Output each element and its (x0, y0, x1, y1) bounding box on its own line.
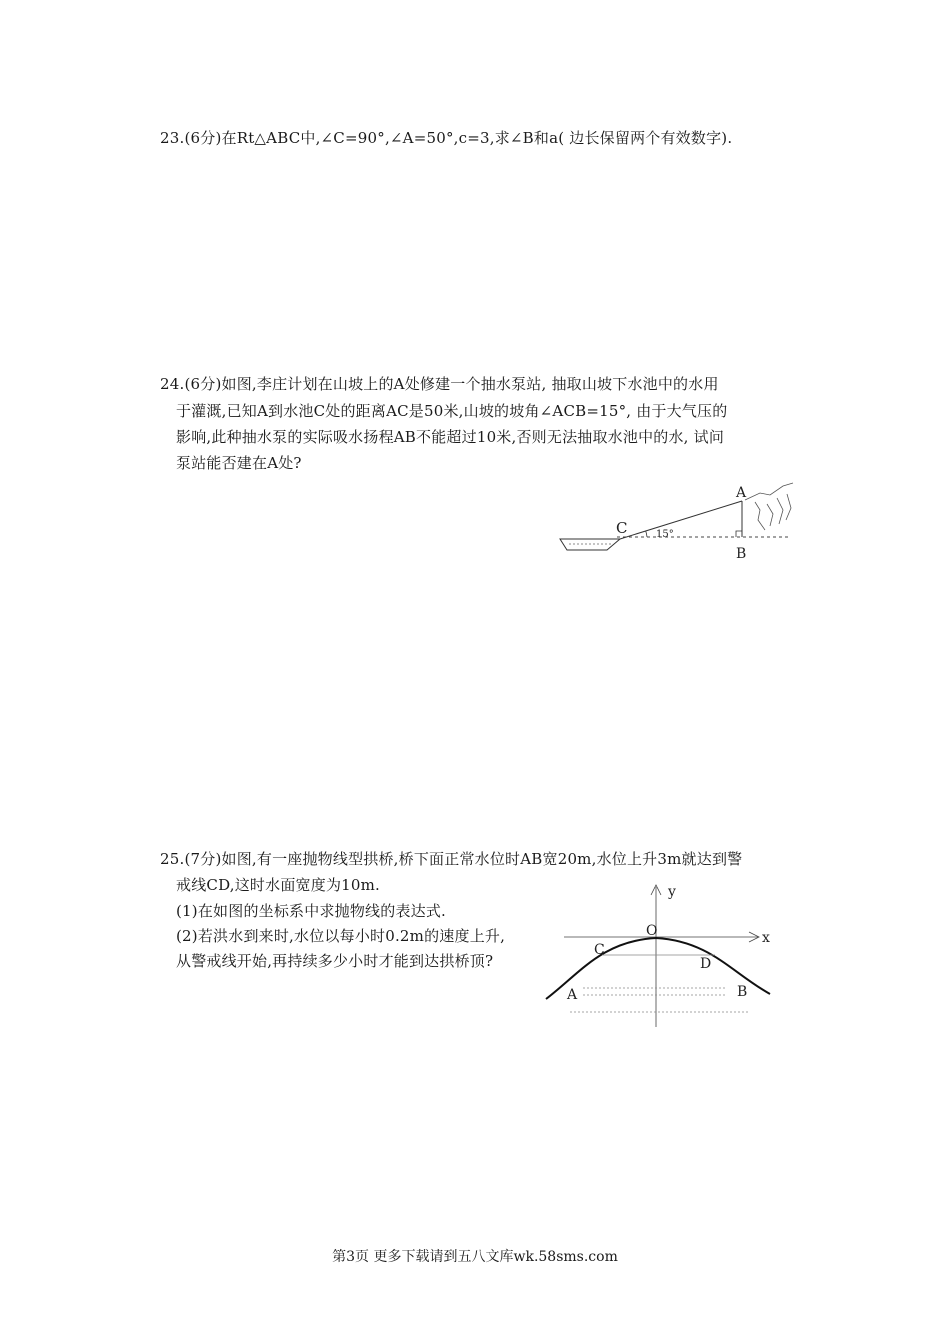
label-a: A (736, 485, 747, 501)
q24-line-2: 于灌溉,已知A到水池C处的距离AC是50米,山坡的坡角∠ACB=15°, 由于大气压的 (176, 402, 728, 420)
q25-line-5: 从警戒线开始,再持续多少小时才能到达拱桥顶? (176, 952, 494, 970)
label-d: D (700, 956, 712, 972)
angle-arc (646, 531, 647, 537)
slope-line-ac (620, 501, 742, 539)
label-c: C (594, 942, 605, 958)
label-b: B (736, 546, 747, 562)
q24-slope-figure (555, 480, 805, 565)
q25-bridge-figure (540, 875, 785, 1035)
label-o: O (646, 923, 658, 939)
hill-sketch (745, 483, 793, 530)
q25-line-3: (1)在如图的坐标系中求抛物线的表达式. (176, 902, 447, 920)
q25-line-1: 25.(7分)如图,有一座抛物线型拱桥,桥下面正常水位时AB宽20m,水位上升3m就达到警 (160, 850, 743, 868)
label-c: C (616, 519, 628, 537)
label-a: A (567, 987, 578, 1003)
q24-line-1: 24.(6分)如图,李庄计划在山坡上的A处修建一个抽水泵站, 抽取山坡下水池中的水用 (160, 375, 719, 393)
label-y: y (668, 884, 676, 900)
pond-shape (560, 539, 620, 550)
angle-label: 15° (656, 529, 674, 540)
right-angle-mark (736, 531, 742, 537)
q25-line-2: 戒线CD,这时水面宽度为10m. (176, 876, 381, 894)
q24-line-4: 泵站能否建在A处? (176, 454, 302, 472)
label-b: B (737, 984, 748, 1000)
label-x: x (762, 930, 770, 946)
q25-line-4: (2)若洪水到来时,水位以每小时0.2m的速度上升, (176, 927, 506, 945)
page-footer: 第3页 更多下载请到五八文库wk.58sms.com (332, 1249, 618, 1265)
q23-line-1: 23.(6分)在Rt△ABC中,∠C=90°,∠A=50°,c=3,求∠B和a( 边长保留两个有效数字). (160, 129, 733, 147)
q24-line-3: 影响,此种抽水泵的实际吸水扬程AB不能超过10米,否则无法抽取水池中的水, 试问 (176, 428, 725, 446)
